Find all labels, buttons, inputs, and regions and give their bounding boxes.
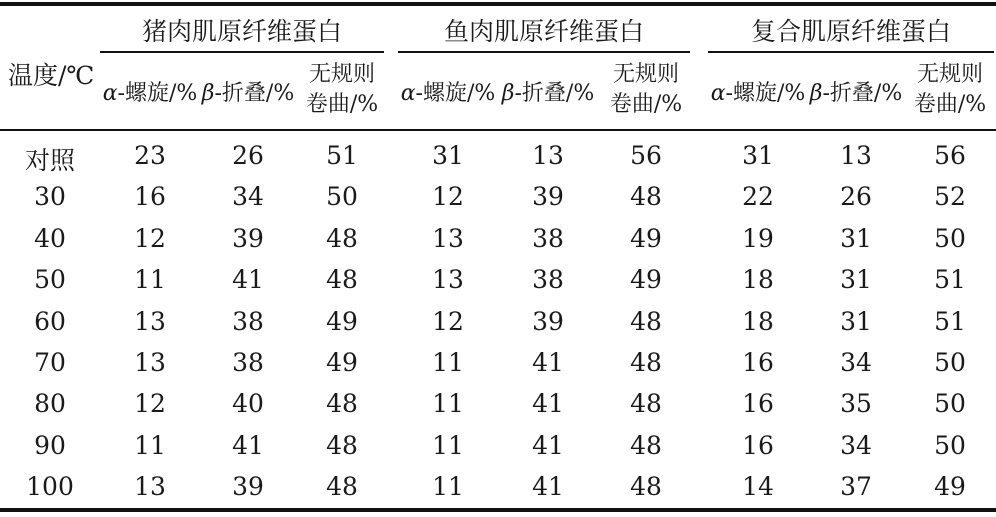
table-cell: 31: [840, 224, 872, 253]
table-cell: 48: [630, 472, 662, 501]
table-cell: 50: [326, 182, 358, 211]
table-cell: 34: [840, 431, 872, 460]
beta-label: -折叠/%: [514, 81, 595, 106]
table-cell: 14: [742, 472, 774, 501]
random-coil-line2: 卷曲/%: [305, 92, 379, 117]
table-cell: 40: [232, 389, 264, 418]
table-cell: 38: [232, 348, 264, 377]
subheader-beta-sheet: [806, 76, 906, 107]
table-cell: 39: [532, 307, 564, 336]
table-cell: 38: [532, 265, 564, 294]
row-label: 60: [34, 307, 66, 336]
table-cell: 19: [742, 224, 774, 253]
table-cell: 49: [326, 307, 358, 336]
table-cell: 41: [232, 431, 264, 460]
row-label: 80: [34, 389, 66, 418]
table-cell: 48: [326, 265, 358, 294]
row-label: 90: [34, 431, 66, 460]
table-cell: 49: [934, 472, 966, 501]
row-label: 30: [34, 182, 66, 211]
table-top-rule: [0, 2, 996, 6]
table-cell: 39: [232, 224, 264, 253]
table-cell: 34: [232, 182, 264, 211]
table-cell: 48: [630, 389, 662, 418]
table-cell: 12: [134, 389, 166, 418]
group-underline-pork: [100, 51, 384, 53]
table-cell: 49: [326, 348, 358, 377]
table-cell: 11: [432, 348, 464, 377]
table-cell: 26: [840, 182, 872, 211]
table-cell: 51: [934, 307, 966, 336]
beta-symbol: β: [809, 81, 823, 106]
table-cell: 13: [840, 141, 872, 170]
table-cell: 11: [432, 431, 464, 460]
row-label: 70: [34, 348, 66, 377]
table-cell: 37: [840, 472, 872, 501]
beta-label: -折叠/%: [822, 81, 903, 106]
table-cell: 48: [326, 224, 358, 253]
table-cell: 34: [840, 348, 872, 377]
beta-symbol: β: [201, 81, 215, 106]
subheader-random-coil: [602, 60, 690, 120]
subheader-random-coil: [908, 60, 992, 120]
table-cell: 13: [432, 224, 464, 253]
table-header-rule: [0, 129, 996, 131]
table-cell: 22: [742, 182, 774, 211]
table-cell: 11: [432, 389, 464, 418]
table-cell: 38: [232, 307, 264, 336]
row-label: 对照: [24, 146, 75, 175]
group-title-composite: 复合肌原纤维蛋白: [750, 17, 951, 46]
table-cell: 38: [532, 224, 564, 253]
table-cell: 50: [934, 224, 966, 253]
table-cell: 13: [134, 472, 166, 501]
table-cell: 49: [630, 265, 662, 294]
table-cell: 48: [630, 348, 662, 377]
group-title-pork: 猪肉肌原纤维蛋白: [141, 17, 342, 46]
subheader-beta-sheet: [198, 76, 298, 107]
table-cell: 41: [532, 431, 564, 460]
table-cell: 31: [742, 141, 774, 170]
random-coil-line2: 卷曲/%: [609, 92, 683, 117]
group-underline-composite: [708, 51, 994, 53]
table-cell: 41: [532, 348, 564, 377]
table-cell: 35: [840, 389, 872, 418]
subheader-alpha-helix: [708, 76, 808, 107]
alpha-label: -螺旋/%: [725, 81, 806, 106]
table-cell: 18: [742, 265, 774, 294]
table-cell: 39: [232, 472, 264, 501]
table-cell: 48: [630, 431, 662, 460]
table-cell: 48: [326, 472, 358, 501]
table-cell: 11: [432, 472, 464, 501]
subheader-alpha-helix: [398, 76, 498, 107]
alpha-symbol: α: [102, 81, 118, 106]
table-cell: 31: [432, 141, 464, 170]
row-label: 100: [26, 472, 74, 501]
alpha-symbol: α: [710, 81, 726, 106]
table-cell: 41: [532, 472, 564, 501]
subheader-random-coil: [300, 60, 384, 120]
table-cell: 13: [432, 265, 464, 294]
alpha-symbol: α: [400, 81, 416, 106]
table-cell: 18: [742, 307, 774, 336]
table-cell: 50: [934, 431, 966, 460]
random-coil-line1: 无规则: [308, 62, 375, 87]
table-cell: 16: [742, 348, 774, 377]
group-underline-fish: [398, 51, 690, 53]
alpha-label: -螺旋/%: [415, 81, 496, 106]
beta-label: -折叠/%: [214, 81, 295, 106]
group-title-fish: 鱼肉肌原纤维蛋白: [443, 17, 644, 46]
table-bottom-rule: [0, 508, 996, 512]
table-cell: 41: [532, 389, 564, 418]
row-label: 50: [34, 265, 66, 294]
table-cell: 13: [532, 141, 564, 170]
table-cell: 50: [934, 348, 966, 377]
table-cell: 41: [232, 265, 264, 294]
random-coil-line2: 卷曲/%: [913, 92, 987, 117]
table-cell: 12: [134, 224, 166, 253]
table-cell: 52: [934, 182, 966, 211]
table-cell: 13: [134, 348, 166, 377]
table-cell: 11: [134, 265, 166, 294]
table-cell: 51: [326, 141, 358, 170]
random-coil-line1: 无规则: [916, 62, 983, 87]
table-cell: 51: [934, 265, 966, 294]
table-cell: 50: [934, 389, 966, 418]
table-cell: 39: [532, 182, 564, 211]
beta-symbol: β: [501, 81, 515, 106]
table-cell: 12: [432, 307, 464, 336]
subheader-alpha-helix: [100, 76, 200, 107]
subheader-beta-sheet: [498, 76, 598, 107]
table-cell: 12: [432, 182, 464, 211]
table-cell: 26: [232, 141, 264, 170]
table-cell: 48: [326, 431, 358, 460]
table-cell: 23: [134, 141, 166, 170]
table-cell: 48: [630, 182, 662, 211]
row-header-temperature: 温度/℃: [8, 61, 95, 90]
row-label: 40: [34, 224, 66, 253]
table-cell: 48: [630, 307, 662, 336]
table-cell: 56: [934, 141, 966, 170]
table-cell: 16: [742, 389, 774, 418]
table-cell: 11: [134, 431, 166, 460]
table-cell: 31: [840, 307, 872, 336]
alpha-label: -螺旋/%: [117, 81, 198, 106]
table-cell: 13: [134, 307, 166, 336]
table-cell: 16: [742, 431, 774, 460]
table-cell: 16: [134, 182, 166, 211]
random-coil-line1: 无规则: [612, 62, 679, 87]
table-cell: 31: [840, 265, 872, 294]
table-cell: 49: [630, 224, 662, 253]
table-cell: 48: [326, 389, 358, 418]
table-cell: 56: [630, 141, 662, 170]
